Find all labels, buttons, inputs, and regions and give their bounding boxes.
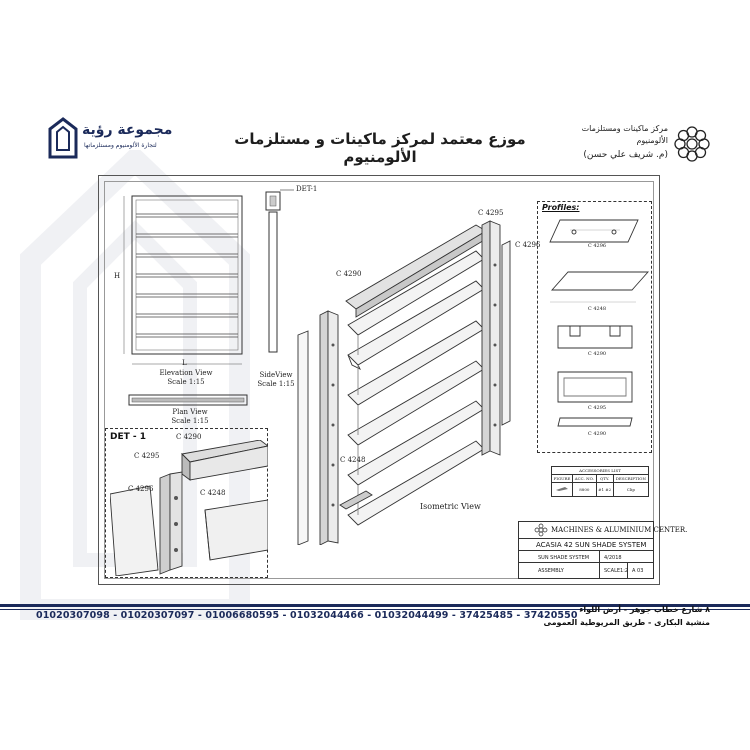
footer-address-line2: منشية البكارى - طريق المريوطية العمومى [543,618,710,627]
ruaya-logo-icon [48,117,78,159]
acc-header-figure: FIGURE [552,475,573,483]
side-view-label: SideView [259,371,293,379]
page-title: موزع معتمد لمركز ماكينات و مستلزمات الألومنيوم [234,130,526,166]
side-view-drawing [260,186,300,356]
iso-label-c4296: C 4296 [515,241,541,249]
title-block-date: 4/2018 [604,555,622,561]
title-block-sheet: A 03 [632,568,644,574]
profile-code-4: C 4295 [587,405,607,411]
iso-label-c4295: C 4295 [478,209,504,217]
detail-label-c4290: C 4290 [176,433,202,441]
profiles-title: Profiles: [542,203,580,212]
left-logo-subtitle: لتجارة الألومنيوم ومستلزماتها [84,142,157,149]
acc-figure-cell [552,483,573,497]
elevation-l-label: L [182,359,187,367]
profile-code-5: C 4290 [587,431,607,437]
side-scale-label: Scale 1:15 [257,380,295,388]
right-logo-line1: مركز ماكينات ومستلزمات [581,124,668,133]
acc-qty-cell: #1 #2 [596,483,613,497]
clip-icon [555,486,569,492]
title-block-subsystem: SUN SHADE SYSTEM [538,555,590,561]
title-block-company: MACHINES & ALUMINIUM CENTER. [551,526,688,534]
plan-view-label: Plan View [172,408,208,416]
detail-label-c4295: C 4295 [134,452,160,460]
elevation-h-label: H [114,272,121,280]
plan-scale-label: Scale 1:15 [171,417,209,425]
elevation-view-label: Elevation View [159,369,213,377]
isometric-view-label: Isometric View [420,502,481,511]
elevation-view-drawing [118,192,248,372]
det1-callout-label: DET-1 [296,185,318,193]
title-block-rosette-icon [534,523,548,537]
profile-code-2: C 4248 [587,306,607,312]
acc-header-no: ACC. NO. [573,475,597,483]
footer-phones: 01020307098 - 01020307097 - 01006680595 - 01032044466 - 01032044499 - 37425485 - 37420550 [36,610,578,621]
detail-label-c4296: C 4296 [128,485,154,493]
profile-code-3: C 4290 [587,351,607,357]
detail-label-c4248: C 4248 [200,489,226,497]
iso-label-c4290: C 4290 [336,270,362,278]
title-block-assembly: ASSEMBLY [538,568,564,574]
acc-desc-cell: Clip [613,483,648,497]
elevation-scale-label: Scale 1:15 [167,378,205,386]
detail-box-title: DET - 1 [110,432,147,442]
isometric-view-drawing [296,205,526,545]
right-logo-line3: (م. شريف علي حسن) [583,150,668,160]
accessories-table [551,466,649,497]
title-block-system: ACASIA 42 SUN SHADE SYSTEM [536,541,647,549]
mac-rosette-icon [672,124,712,164]
right-logo-line2: الألومنيوم [636,136,668,145]
left-logo-name: مجموعة رؤية [82,122,173,138]
acc-header-desc: DESCRIPTION [613,475,648,483]
acc-header-qty: QTY. [596,475,613,483]
acc-no-cell: 8800 [573,483,597,497]
title-block-scale: SCALE1:2 [604,568,629,574]
iso-label-c4248: C 4248 [340,456,366,464]
plan-view-drawing [128,393,248,407]
profile-code-1: C 4296 [587,243,607,249]
footer-address-line1: ٨ شارع خطاب جوهر - أرض اللواء [579,605,710,614]
detail-drawing [110,440,268,576]
accessories-title: ACCESSORIES LIST [552,467,649,475]
